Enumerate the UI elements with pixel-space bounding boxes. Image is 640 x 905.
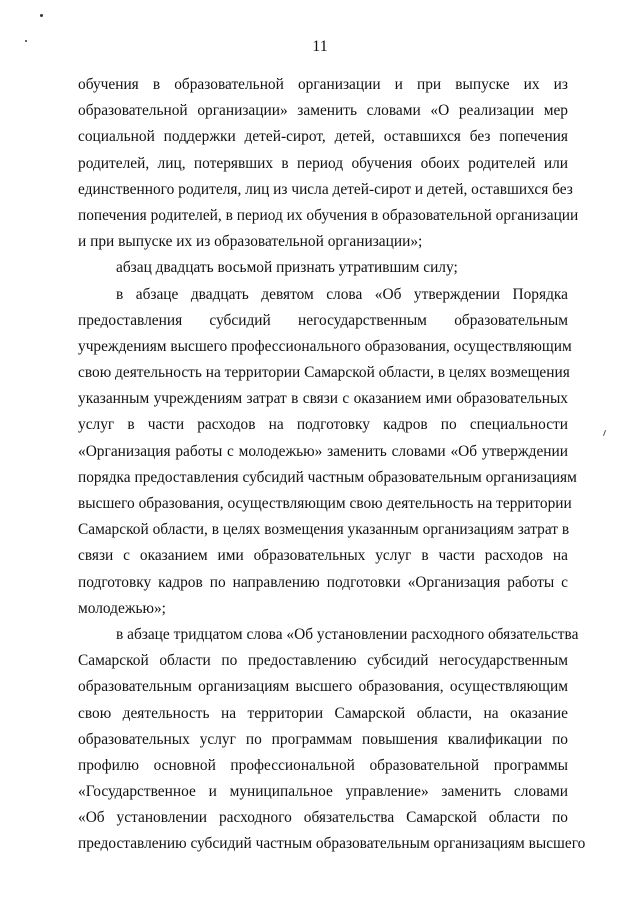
text-line: обучения в образовательной организации и при выпуске их из: [78, 76, 568, 93]
text-line: социальной поддержки детей-сирот, детей, оставшихся без попечения: [78, 128, 568, 146]
page-number: 11: [312, 38, 328, 55]
scan-speck: [40, 14, 43, 17]
text-line: в абзаце тридцатом слова «Об установлении расходного обязательства: [116, 625, 579, 643]
text-line: попечения родителей, в период их обучения в образовательной организации: [78, 206, 579, 224]
text-line: порядка предоставления субсидий частным образовательным организациям: [78, 468, 577, 486]
text-line: родителей, лиц, потерявших в период обучения обоих родителей или: [78, 154, 568, 172]
text-line: абзац двадцать восьмой признать утратившим силу;: [116, 259, 458, 277]
scan-speck: [603, 430, 606, 436]
text-line: услуг в части расходов на подготовку кадров по специальности: [78, 416, 568, 434]
text-line: образовательных услуг по программам повышения квалификации по: [78, 730, 568, 748]
text-line: предоставления субсидий негосударственным образовательным: [78, 311, 568, 329]
text-line: связи с оказанием ими образовательных услуг в части расходов на: [78, 547, 568, 565]
text-line: молодежью»;: [78, 599, 166, 617]
text-line: предоставлению субсидий частным образовательным организациям высшего: [78, 835, 586, 853]
text-line: Самарской области по предоставлению субсидий негосударственным: [78, 652, 568, 670]
text-line: профилю основной профессиональной образовательной программы: [78, 756, 568, 774]
document-body: [78, 72, 586, 858]
text-line: и при выпуске их из образовательной организации»;: [78, 233, 423, 251]
text-line: высшего образования, осуществляющим свою деятельность на территории: [78, 495, 572, 512]
text-line: «Государственное и муниципальное управление» заменить словами: [78, 783, 568, 801]
text-line: «Об установлении расходного обязательства Самарской области по: [78, 809, 568, 827]
text-line: учреждениям высшего профессионального образования, осуществляющим: [78, 337, 572, 355]
text-line: свою деятельность на территории Самарской области, в целях возмещения: [78, 364, 570, 382]
text-line: единственного родителя, лиц из числа детей-сирот и детей, оставшихся без: [78, 180, 573, 198]
text-line: подготовку кадров по направлению подготовки «Организация работы с: [78, 573, 568, 591]
text-line: образовательным организациям высшего образования, осуществляющим: [78, 678, 568, 696]
text-line: указанным учреждениям затрат в связи с оказанием ими образовательных: [78, 390, 568, 408]
text-line: образовательной организации» заменить словами «О реализации мер: [78, 102, 568, 120]
text-line: Самарской области, в целях возмещения указанным организациям затрат в: [78, 521, 570, 539]
text-line: свою деятельность на территории Самарской области, на оказание: [78, 704, 568, 722]
text-line: в абзаце двадцать девятом слова «Об утверждении Порядка: [116, 285, 568, 303]
text-line: «Организация работы с молодежью» заменить словами «Об утверждении: [78, 442, 568, 460]
